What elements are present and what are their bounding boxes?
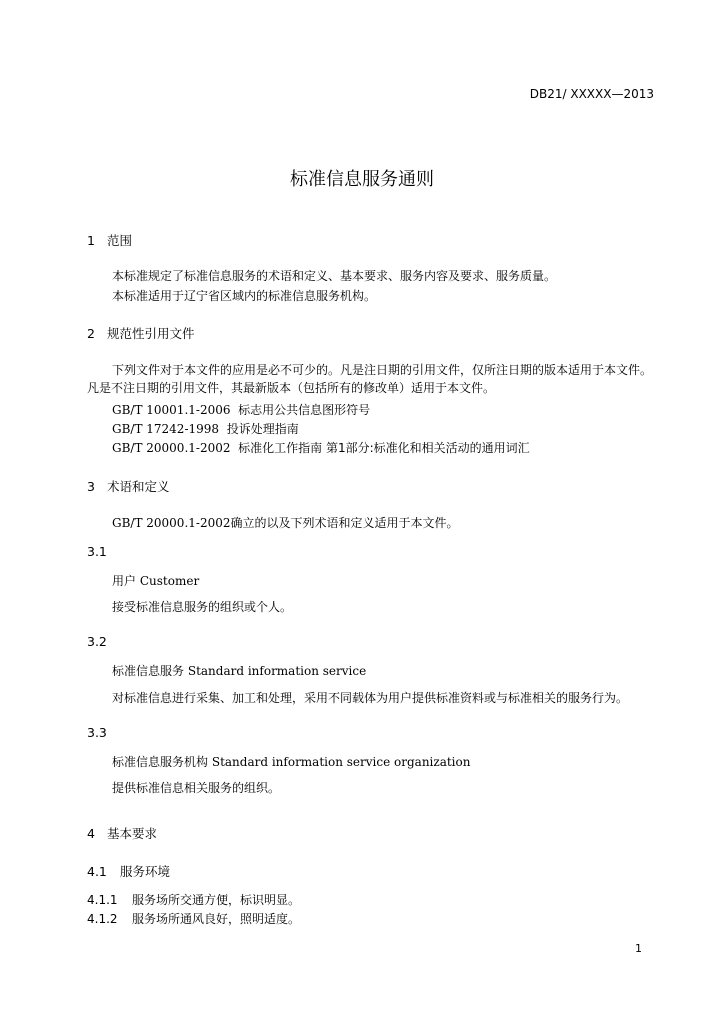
reference-code: GB/T 10001.1-2006 [112,403,231,417]
reference-code: GB/T 17242-1998 [112,422,220,436]
section-number: 3 [87,479,95,494]
paragraph: 本标准适用于辽宁省区域内的标准信息服务机构。 [112,289,377,303]
term-name [112,753,470,770]
section-title: 规范性引用文件 [107,326,195,341]
section-title: 术语和定义 [107,479,170,494]
section-1-heading [87,231,132,249]
section-4-heading [87,824,157,842]
section-2-heading [87,324,195,342]
section-number: 4 [87,826,95,841]
reference-name: 投诉处理指南 [226,422,299,436]
reference-item [112,401,370,418]
clause-item [87,910,300,927]
term-definition: 对标准信息进行采集、加工和处理，采用不同载体为用户提供标准资料或与标准相关的服务行为。 [112,691,629,705]
term-number: 3.2 [87,634,107,649]
reference-item [112,439,530,456]
section-number: 1 [87,233,95,248]
term-cn: 标准信息服务机构 [112,755,209,769]
document-code: DB21/ XXXXX—2013 [529,87,654,101]
term-number: 3.3 [87,725,107,740]
section-number: 2 [87,326,95,341]
clause-item [87,891,300,908]
clause-text: 服务场所通风良好，照明适度。 [132,912,301,926]
term-name [112,662,366,679]
term-cn: 用户 [112,574,137,588]
paragraph: 本标准规定了标准信息服务的术语和定义、基本要求、服务内容及要求、服务质量。 [112,269,557,283]
reference-name: 标准化工作指南 第1部分:标准化和相关活动的通用词汇 [238,441,530,455]
section-title: 基本要求 [107,826,158,841]
paragraph: 下列文件对于本文件的应用是必不可少的。凡是注日期的引用文件，仅所注日期的版本适用于本文件。凡是不注日期的引用文件，其最新版本（包括所有的修改单）适用于本文件。 [87,363,653,395]
term-en: Standard information service [187,664,367,678]
term-definition: 提供标准信息相关服务的组织。 [112,781,281,795]
intro-text: 确立的以及下列术语和定义适用于本文件。 [230,516,459,530]
document-title: 标准信息服务通则 [290,169,434,190]
reference-name: 标志用公共信息图形符号 [238,403,371,417]
subsection-heading [87,862,170,880]
page-number: 1 [635,942,642,955]
clause-number: 4.1.1 [87,893,118,907]
section-title: 范围 [107,233,133,248]
subsection-title: 服务环境 [120,864,171,879]
paragraph [112,514,459,531]
clause-number: 4.1.2 [87,912,118,926]
term-en: Standard information service organization [211,755,471,769]
clause-text: 服务场所交通方便，标识明显。 [132,893,301,907]
reference-code: GB/T 20000.1-2002 [112,516,231,530]
reference-item [112,420,299,437]
term-name [112,572,199,589]
term-en: Customer [139,574,200,588]
term-number: 3.1 [87,544,107,559]
term-definition: 接受标准信息服务的组织或个人。 [112,600,293,614]
section-3-heading [87,477,170,495]
subsection-number: 4.1 [87,864,107,879]
term-cn: 标准信息服务 [112,664,185,678]
reference-code: GB/T 20000.1-2002 [112,441,231,455]
